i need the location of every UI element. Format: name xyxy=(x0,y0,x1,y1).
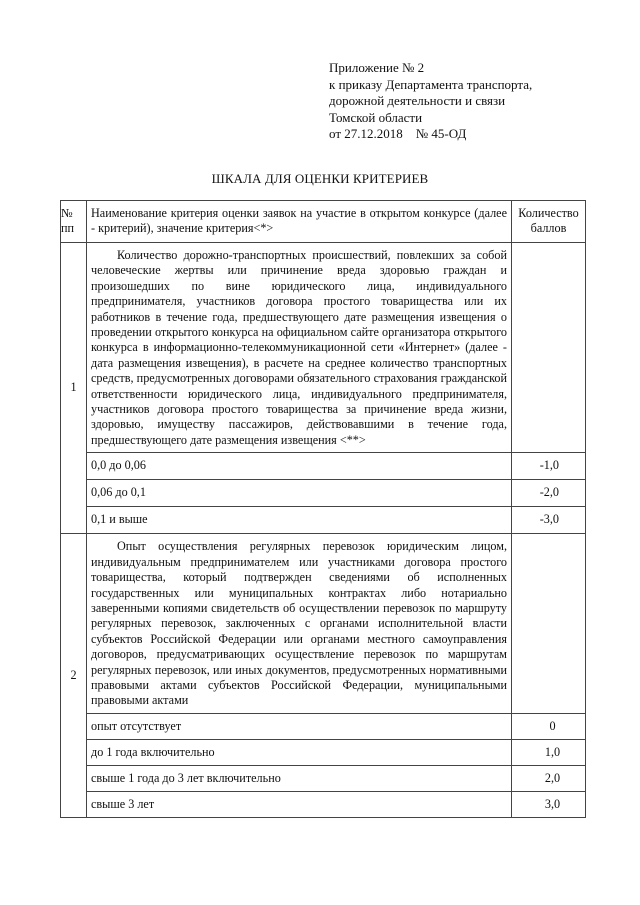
table-row xyxy=(61,739,586,765)
option-score: -1,0 xyxy=(512,453,586,480)
table-row xyxy=(61,480,586,507)
header-num: № пп xyxy=(61,201,87,243)
appendix-header xyxy=(329,60,629,143)
appendix-line: Томской области xyxy=(329,109,423,125)
header-qty: Количество баллов xyxy=(512,201,586,243)
option-score: -3,0 xyxy=(512,507,586,534)
table-row xyxy=(61,453,586,480)
appendix-line: от 27.12.2018 № 45-ОД xyxy=(329,126,467,142)
criterion-text: Количество дорожно-транспортных происшествий, повлекших за собой человеческие жертвы или причинение вреда здоровью граждан и произошедших по вине юридического лица, индивидуального предпринимателя, участников договора простого товарищества или их работников в течение года, предшествующего дате размещения извещения о проведении открытого конкурса на официальном сайте организатора открытого конкурса в информационно-телекоммуникационной сети «Интернет» (далее - дата размещения извещения), в расчете на среднее количество транспортных средств, предусмотренных договорами обязательного страхования гражданской ответственности юридического лица, индивидуального предпринимателя, участников договора простого товарищества за причинение вреда жизни, здоровью, имуществу пассажиров, действовавшими в течение года, предшествующего дате размещения извещения <**> xyxy=(87,243,512,453)
header-name: Наименование критерия оценки заявок на участие в открытом конкурсе (далее - критерий), значение критерия<*> xyxy=(87,201,512,243)
option-label: до 1 года включительно xyxy=(87,739,512,765)
option-label: 0,06 до 0,1 xyxy=(87,480,512,507)
document-title: ШКАЛА ДЛЯ ОЦЕНКИ КРИТЕРИЕВ xyxy=(211,171,429,186)
criterion-text: Опыт осуществления регулярных перевозок юридическим лицом, индивидуальным предпринимателем или участниками договора простого товарищества, который подтвержден сведениями об исполненных государственных или муниципальных контрактах либо нотариально заверенными копиями свидетельств об осуществлении перевозок по маршруту регулярных перевозок, заключенных с органами исполнительной власти субъектов Российской Федерации или органами местного самоуправления договоров, предусматривающих осуществление перевозок по маршрутам регулярных перевозок, или иных документов, предусмотренных нормативными правовыми актами субъектов Российской Федерации, муниципальными правовыми актами xyxy=(87,534,512,713)
table-row xyxy=(61,507,586,534)
option-label: свыше 1 года до 3 лет включительно xyxy=(87,765,512,791)
row-number: 2 xyxy=(61,534,87,817)
criteria-table xyxy=(60,200,586,818)
table-row xyxy=(61,534,586,713)
option-label: 0,1 и выше xyxy=(87,507,512,534)
table-row xyxy=(61,765,586,791)
empty-score-cell xyxy=(512,243,586,453)
option-score: 0 xyxy=(512,713,586,739)
option-score: 3,0 xyxy=(512,791,586,817)
option-score: -2,0 xyxy=(512,480,586,507)
table-row xyxy=(61,713,586,739)
option-label: свыше 3 лет xyxy=(87,791,512,817)
empty-score-cell xyxy=(512,534,586,713)
appendix-line: Приложение № 2 xyxy=(329,60,425,75)
table-header-row xyxy=(61,201,586,243)
row-number: 1 xyxy=(61,243,87,534)
option-score: 2,0 xyxy=(512,765,586,791)
table-row xyxy=(61,243,586,453)
option-label: 0,0 до 0,06 xyxy=(87,453,512,480)
appendix-line: дорожной деятельности и связи xyxy=(329,93,506,109)
table-row xyxy=(61,791,586,817)
option-score: 1,0 xyxy=(512,739,586,765)
appendix-line: к приказу Департамента транспорта, xyxy=(329,76,533,92)
option-label: опыт отсутствует xyxy=(87,713,512,739)
